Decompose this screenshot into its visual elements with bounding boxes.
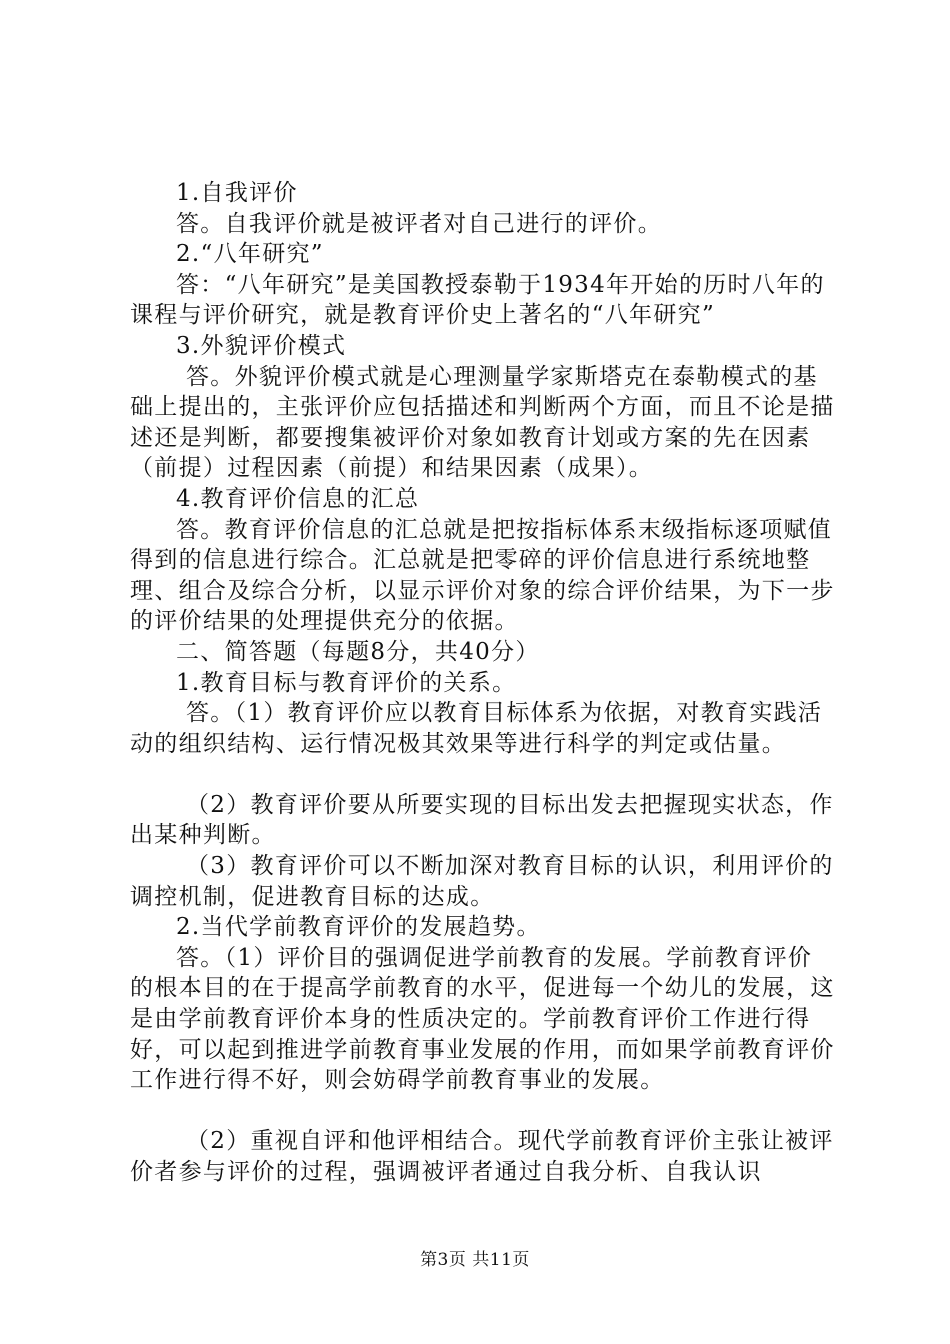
paragraph: （3）教育评价可以不断加深对教育目标的认识，利用评价的调控机制，促进教育目标的达成。	[130, 853, 834, 910]
paragraph: 2.“八年研究”	[176, 241, 324, 268]
blank-line	[130, 759, 835, 790]
paragraph: 4.教育评价信息的汇总	[176, 485, 420, 512]
document-body	[130, 178, 835, 1188]
paragraph: 二、简答题（每题8分，共40分）	[176, 638, 540, 665]
paragraph: 3.外貌评价模式	[176, 332, 347, 359]
paragraph: 2.当代学前教育评价的发展趋势。	[176, 914, 541, 941]
paragraph: 答。教育评价信息的汇总就是把按指标体系末级指标逐项赋值得到的信息进行综合。汇总就是把零碎的评价信息进行系统地整理、组合及综合分析，以显示评价对象的综合评价结果，为下一步的评价结果的处理提供充分的依据。	[130, 516, 835, 635]
page-footer: 第3页 共11页	[420, 1250, 530, 1270]
paragraph: （2）教育评价要从所要实现的目标出发去把握现实状态，作出某种判断。	[130, 791, 834, 849]
paragraph: 答。（1）评价目的强调促进学前教育的发展。学前教育评价的根本目的在于提高学前教育的水平，促进每一个幼儿的发展，这是由学前教育评价本身的性质决定的。学前教育评价工作进行得好，可以起到推进学前教育事业发展的作用，而如果学前教育评价工作进行得不好，则会妨碍学前教育事业的发展。	[130, 944, 835, 1094]
paragraph: 答。（1）教育评价应以教育目标体系为依据，对教育实践活动的组织结构、运行情况极其效果等进行科学的判定或估量。	[130, 700, 823, 757]
paragraph: 答。外貌评价模式就是心理测量学家斯塔克在泰勒模式的基础上提出的，主张评价应包括描述和判断两个方面，而且不论是描述还是判断，都要搜集被评价对象如教育计划或方案的先在因素（前提）过程因素（前提）和结果因素（成果）。	[130, 363, 835, 482]
paragraph: 1.教育目标与教育评价的关系。	[176, 669, 517, 696]
blank-line	[130, 1096, 835, 1127]
paragraph: 答。自我评价就是被评者对自己进行的评价。	[176, 210, 662, 237]
paragraph: 1.自我评价	[176, 180, 298, 206]
paragraph: 答：“八年研究”是美国教授泰勒于1934年开始的历时八年的课程与评价研究，就是教育评价史上著名的“八年研究”	[130, 271, 825, 329]
paragraph: （2）重视自评和他评相结合。现代学前教育评价主张让被评价者参与评价的过程，强调被评者通过自我分析、自我认识	[130, 1128, 834, 1185]
